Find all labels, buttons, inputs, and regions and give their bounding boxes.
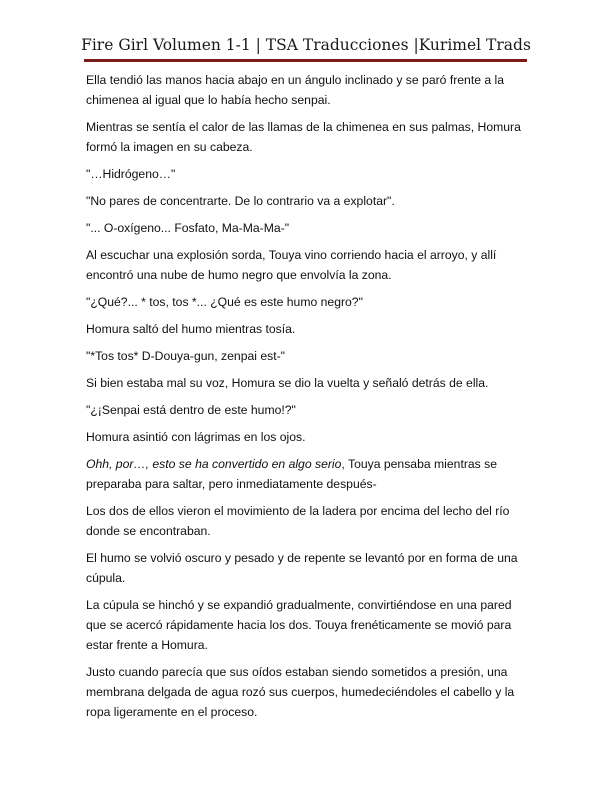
paragraph: "…Hidrógeno…"	[86, 167, 176, 181]
paragraph: "No pares de concentrarte. De lo contrario va a explotar".	[86, 194, 395, 208]
page-header-title: Fire Girl Volumen 1-1 | TSA Traducciones |Kurimel Trads	[81, 36, 531, 54]
paragraph: Ella tendió las manos hacia abajo en un ángulo inclinado y se paró frente a la chimenea al igual que lo había hecho senpai.	[86, 73, 505, 107]
header-divider	[84, 59, 527, 62]
paragraph: Justo cuando parecía que sus oídos estaban siendo sometidos a presión, una membrana delgada de agua rozó sus cuerpos, humedeciéndoles el cabello y la ropa ligeramente en el proceso.	[86, 665, 515, 719]
paragraph: "¿Qué?... * tos, tos *... ¿Qué es este humo negro?"	[86, 295, 363, 309]
paragraph: El humo se volvió oscuro y pesado y de repente se levantó por en forma de una cúpula.	[86, 551, 518, 585]
paragraph-italic-thought: Ohh, por…, esto se ha convertido en algo serio	[86, 457, 342, 471]
paragraph: Al escuchar una explosión sorda, Touya vino corriendo hacia el arroyo, y allí encontró una nube de humo negro que envolvía la zona.	[86, 248, 497, 282]
paragraph: La cúpula se hinchó y se expandió gradualmente, convirtiéndose en una pared que se acercó rápidamente hacia los dos. Touya frenéticamente se movió para estar frente a Homura.	[86, 598, 512, 652]
document-body	[86, 70, 526, 729]
paragraph: Homura asintió con lágrimas en los ojos.	[86, 430, 306, 444]
paragraph: "*Tos tos* D-Douya-gun, zenpai est-"	[86, 349, 286, 363]
paragraph: Los dos de ellos vieron el movimiento de la ladera por encima del lecho del río donde se encontraban.	[86, 504, 510, 538]
paragraph: Homura saltó del humo mientras tosía.	[86, 322, 296, 336]
paragraph: "... O-oxígeno... Fosfato, Ma-Ma-Ma-"	[86, 221, 290, 235]
paragraph-text: , Touya pensaba mientras se preparaba para saltar, pero inmediatamente después-	[86, 457, 498, 491]
paragraph: "¿¡Senpai está dentro de este humo!?"	[86, 403, 296, 417]
paragraph: Mientras se sentía el calor de las llamas de la chimenea en sus palmas, Homura formó la imagen en su cabeza.	[86, 120, 521, 154]
paragraph-mixed	[86, 454, 526, 494]
paragraph: Si bien estaba mal su voz, Homura se dio la vuelta y señaló detrás de ella.	[86, 376, 489, 390]
